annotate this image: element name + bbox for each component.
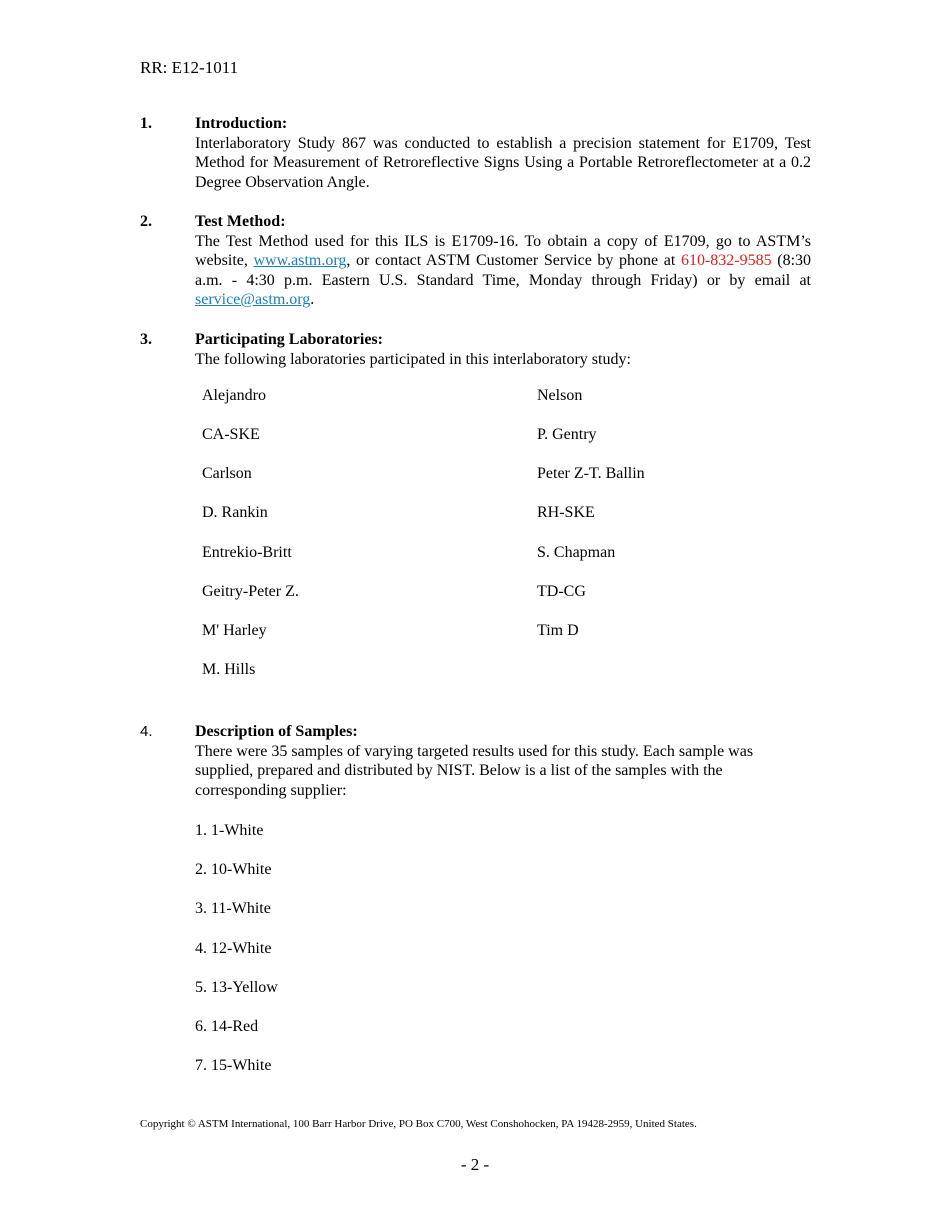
sample-item: 3. 11-White: [195, 900, 271, 917]
sample-item: 2. 10-White: [195, 861, 272, 878]
section-text: Interlaboratory Study 867 was conducted to establish a precision statement for E1709, Test Method for Measurement of Retroreflective Signs Using a Portable Retroreflectometer at a 0.2 Degree Observation Angle.: [195, 134, 811, 191]
phone-number: 610-832-9585: [680, 252, 772, 269]
method-text-d: .: [310, 291, 315, 308]
lab-item: TD-CG: [537, 583, 586, 600]
astm-website-link[interactable]: www.astm.org: [253, 252, 347, 269]
lab-item: P. Gentry: [537, 426, 597, 443]
section-number: 4.: [140, 723, 153, 740]
section-title: Introduction:: [195, 115, 288, 132]
lab-item: Alejandro: [202, 387, 266, 404]
sample-item: 7. 15-White: [195, 1057, 272, 1074]
method-text-c: (8:30 a.m. - 4:30 p.m. Eastern U.S. Standard Time, Monday through Friday) or by email at: [195, 252, 812, 289]
section-text: The following laboratories participated in this interlaboratory study:: [195, 350, 631, 368]
section-description-of-samples: [140, 722, 812, 800]
section-number: 3.: [140, 331, 152, 348]
section-introduction: [140, 114, 812, 192]
section-test-method: [140, 212, 812, 310]
lab-item: Nelson: [537, 387, 583, 404]
lab-item: Tim D: [537, 622, 579, 639]
lab-item: Peter Z-T. Ballin: [537, 465, 645, 482]
lab-item: D. Rankin: [202, 504, 268, 521]
section-participating-labs: [140, 330, 812, 369]
section-title: Description of Samples:: [195, 723, 358, 740]
lab-item: S. Chapman: [537, 544, 616, 561]
section-number: 1.: [140, 115, 152, 132]
lab-item: CA-SKE: [202, 426, 260, 443]
copyright-footer: Copyright © ASTM International, 100 Barr Harbor Drive, PO Box C700, West Conshohocken, PA 19428-2959, United States.: [140, 1118, 697, 1130]
lab-item: Entrekio-Britt: [202, 544, 292, 561]
section-text: [195, 232, 811, 310]
section-number: 2.: [140, 213, 152, 230]
section-title: Test Method:: [195, 213, 286, 230]
lab-item: Geitry-Peter Z.: [202, 583, 299, 600]
email-link[interactable]: service@astm.org: [195, 291, 311, 308]
lab-item: RH-SKE: [537, 504, 595, 521]
sample-item: 6. 14-Red: [195, 1018, 259, 1035]
section-text: There were 35 samples of varying targeted results used for this study. Each sample was supplied, prepared and distributed by NIST. Below is a list of the samples with the corresponding supplier:: [195, 742, 754, 799]
document-header: RR: E12-1011: [140, 58, 239, 77]
sample-item: 1. 1-White: [195, 822, 264, 839]
method-text-b: , or contact ASTM Customer Service by phone at: [346, 252, 676, 269]
lab-item: Carlson: [202, 465, 252, 482]
lab-item: M. Hills: [202, 661, 256, 678]
sample-item: 5. 13-Yellow: [195, 979, 278, 996]
section-title: Participating Laboratories:: [195, 331, 383, 348]
method-text-a: The Test Method used for this ILS is E1709-16. To obtain a copy of E1709, go to ASTM’s website,: [195, 232, 811, 269]
lab-item: M' Harley: [202, 622, 267, 639]
sample-item: 4. 12-White: [195, 940, 272, 957]
page-number: - 2 -: [460, 1155, 490, 1174]
